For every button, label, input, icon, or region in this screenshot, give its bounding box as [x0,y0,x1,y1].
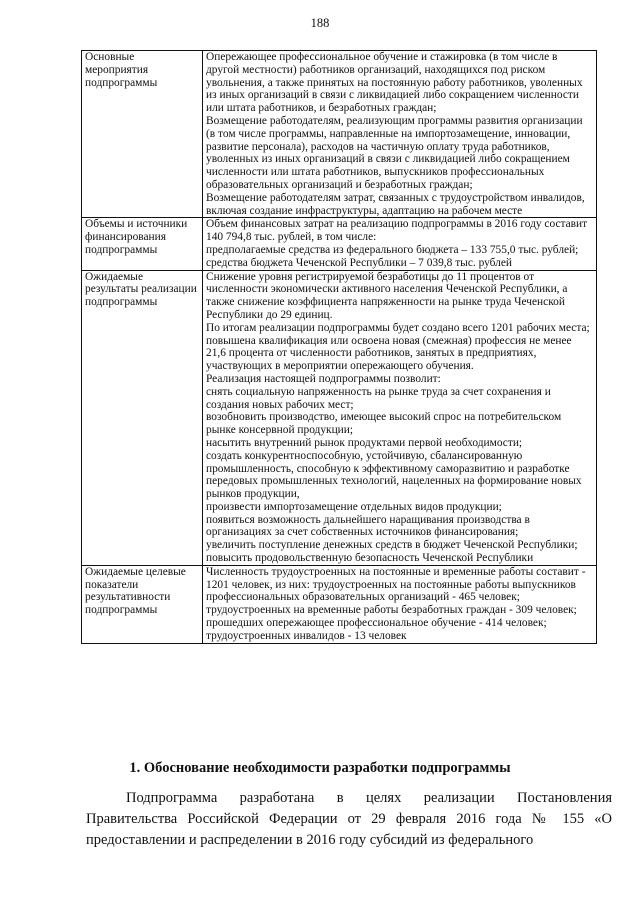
content-line: появиться возможность дальнейшего наращивания производства в организациях за счет собственных источников финансирования; [206,513,530,539]
row-content-expected-results [203,270,597,565]
table-row-main-activities [82,51,597,218]
content-line: По итогам реализации подпрограммы будет создано всего 1201 рабочих места; [206,321,590,334]
content-line: трудоустроенных на временные работы безработных граждан - 309 человек; [206,604,577,617]
content-line: прошедших опережающее профессиональное обучение - 414 человек; [206,617,547,630]
row-label-target-indicators: Ожидаемые целевые показатели результативности подпрограммы [82,565,203,643]
content-line: снять социальную напряженность на рынке труда за счет сохранения и создания новых рабочих мест; [206,385,551,411]
content-line: Возмещение работодателям затрат, связанных с трудоустройством инвалидов, включая создание инфраструктуры, адаптацию на рабочем месте [206,191,585,217]
section-heading: 1. Обоснование необходимости разработки подпрограммы [129,760,511,776]
content-line: насытить внутренний рынок продуктами первой необходимости; [206,436,523,449]
row-content-main-activities [203,51,597,218]
content-line: Объем финансовых затрат на реализацию подпрограммы в 2016 году составит 140 794,8 тыс. рублей, в том числе: [206,218,588,244]
content-line: Численность трудоустроенных на постоянные и временные работы составит - 1201 человек, из них: трудоустроенных на постоянные работы выпускников профессиональных образовательных организаций - 465 человек; [206,565,586,604]
content-line: возобновить производство, имеющее высокий спрос на потребительском рынке консервной продукции; [206,411,562,437]
subprogram-passport-table [81,50,597,644]
row-content-target-indicators [203,565,597,643]
row-content-financing [203,218,597,270]
content-line: Возмещение работодателям, реализующим программы развития организации (в том числе программы, направленные на импортозамещение, инновации, развитие персонала), расходов на частичную оплату труда работников, уволенных из иных организаций в связи с ликвидацией либо сокращением численности или штата работников, выпускников профессиональных образовательных организаций и безработных граждан; [206,114,583,191]
body-paragraph: Подпрограмма разработана в целях реализации Постановления Правительства Российской Федерации от 29 февраля 2016 года № 155 «О предоставлении и распределении в 2016 году субсидий из федерального [86,790,612,848]
content-line: повысить продовольственную безопасность Чеченской Республики [206,552,534,565]
content-line: Снижение уровня регистрируемой безработицы до 11 процентов от численности экономически активного населения Чеченской Республики, а также снижение коэффициента напряженности на рынке труда Чеченской Республики до 29 единиц. [206,270,568,321]
content-line: произвести импортозамещение отдельных видов продукции; [206,500,502,513]
table-row-expected-results [82,270,597,565]
row-label-expected-results: Ожидаемые результаты реализации подпрограммы [82,270,203,565]
content-line: средства бюджета Чеченской Республики – 7 039,8 тыс. рублей [206,256,513,269]
row-label-financing: Объемы и источники финансирования подпрограммы [82,218,203,270]
row-label-main-activities: Основные мероприятия подпрограммы [82,51,203,218]
table-row-financing [82,218,597,270]
content-line: Опережающее профессиональное обучение и стажировка (в том числе в другой местности) работников организаций, находящихся под риском увольнения, а также принятых на постоянную работу работников, уволенных из иных организаций в связи с ликвидацией либо сокращением численности или штата работников, и безработных граждан; [206,51,583,115]
page-number: 188 [310,16,330,30]
table-row-target-indicators [82,565,597,643]
content-line: трудоустроенных инвалидов - 13 человек [206,629,407,642]
content-line: Реализация настоящей подпрограммы позволит: [206,372,441,385]
content-line: повышена квалификация или освоена новая (смежная) профессия не менее 21,6 процента от численности работников, занятых в предприятиях, участвующих в мероприятии опережающего обучения. [206,334,572,373]
content-line: увеличить поступление денежных средств в бюджет Чеченской Республики; [206,539,578,552]
content-line: создать конкурентноспособную, устойчивую, сбалансированную промышленность, способную к эффективному саморазвитию и разработке передовых промышленных технологий, нацеленных на формирование новых рынков продукции, [206,449,582,501]
content-line: предполагаемые средства из федерального бюджета – 133 755,0 тыс. рублей; [206,243,579,256]
